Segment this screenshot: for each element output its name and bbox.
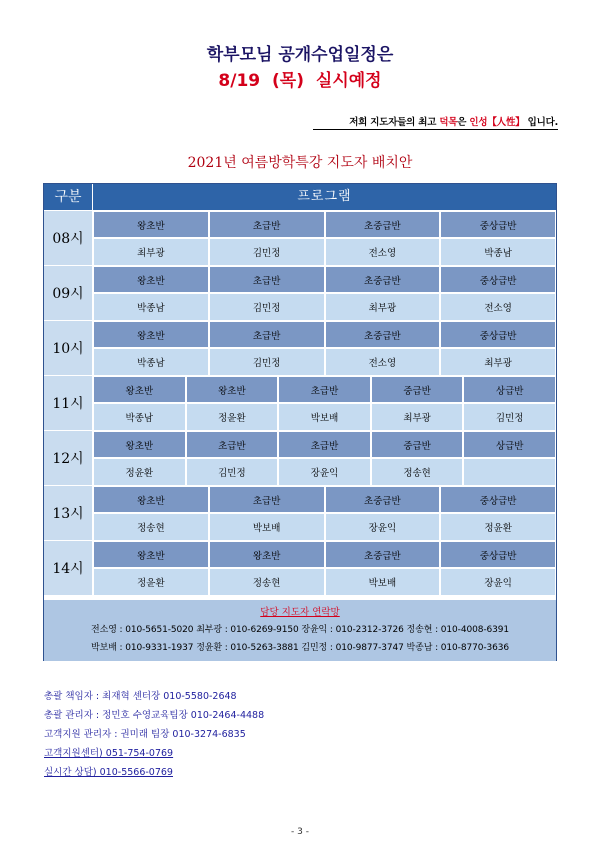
teacher-cell: 박보배 (209, 513, 325, 541)
footer-administrator: 총괄 관리자 : 정민호 수영교육팀장 010-2464-4488 (44, 710, 265, 721)
footer-live-consult[interactable]: 실시간 상담) 010-5566-0769 (44, 767, 173, 778)
teacher-cell: 박종남 (93, 403, 186, 431)
teacher-cell: 김민정 (209, 348, 325, 376)
teacher-cell: 최부광 (371, 403, 464, 431)
teacher-cell: 박종남 (440, 238, 556, 266)
teacher-cell: 김민정 (209, 293, 325, 321)
teacher-cell: 전소영 (440, 293, 556, 321)
schedule-subtitle: 2021년 여름방학특강 지도자 배치안 (187, 155, 413, 171)
class-cell: 초중급반 (325, 211, 441, 238)
class-cell: 초중급반 (325, 266, 441, 293)
table-header (44, 184, 556, 210)
schedule-table (43, 183, 557, 661)
contact-line-1: 전소영 : 010-5651-5020 최부광 : 010-6269-9150 장윤익 : 010-2312-3726 정송현 : 010-4008-6391 (91, 625, 509, 635)
teacher-cell: 박종남 (93, 348, 209, 376)
class-cell: 왕초반 (93, 541, 209, 568)
header-program: 프로그램 (297, 189, 352, 204)
teacher-cell: 정송현 (371, 458, 464, 486)
header-category: 구분 (54, 189, 82, 205)
class-cell: 중상급반 (440, 211, 556, 238)
teacher-cell: 장윤익 (325, 513, 441, 541)
hour-label: 12시 (44, 431, 92, 486)
class-cell: 왕초반 (93, 211, 209, 238)
teacher-cell: 최부광 (325, 293, 441, 321)
class-cell: 상급반 (463, 431, 556, 458)
hour-label: 09시 (44, 266, 92, 321)
class-cell: 중상급반 (440, 266, 556, 293)
class-cell: 상급반 (463, 376, 556, 403)
class-cell: 초급반 (209, 321, 325, 348)
motto-before: 저희 지도자들의 최고 (349, 117, 440, 128)
teacher-cell: 전소영 (325, 348, 441, 376)
teacher-cell: 정윤환 (186, 403, 279, 431)
class-cell: 중상급반 (440, 321, 556, 348)
class-cell: 초급반 (209, 486, 325, 513)
contact-box (44, 599, 556, 661)
teacher-cell: 장윤익 (278, 458, 371, 486)
class-cell: 중급반 (371, 376, 464, 403)
teacher-cell: 김민정 (186, 458, 279, 486)
footer-support-center[interactable]: 고객지원센터) 051-754-0769 (44, 748, 174, 759)
teacher-cell: 최부광 (93, 238, 209, 266)
teacher-cell: 박보배 (278, 403, 371, 431)
teacher-cell: 최부광 (440, 348, 556, 376)
class-cell: 초중급반 (325, 321, 441, 348)
teacher-cell: 정윤환 (93, 458, 186, 486)
hour-label: 08시 (44, 211, 92, 266)
motto-text (349, 114, 558, 128)
hour-label: 13시 (44, 486, 92, 541)
class-cell: 중상급반 (440, 541, 556, 568)
class-cell: 초급반 (186, 431, 279, 458)
hour-label: 11시 (44, 376, 92, 431)
class-cell: 왕초반 (186, 376, 279, 403)
teacher-cell: 정송현 (93, 513, 209, 541)
teacher-cell: 김민정 (209, 238, 325, 266)
class-cell: 초급반 (278, 376, 371, 403)
class-cell: 초중급반 (325, 541, 441, 568)
notice-title-line2: 8/19 (목) 실시예정 (218, 71, 382, 91)
motto-highlight-character: 인성【人性】 (469, 117, 525, 128)
hour-label: 10시 (44, 321, 92, 376)
footer-general-manager: 총괄 책임자 : 최재혁 센터장 010-5580-2648 (44, 691, 237, 702)
motto-after: 입니다. (527, 117, 558, 128)
teacher-cell: 정윤환 (440, 513, 556, 541)
contact-title: 담당 지도자 연락망 (260, 607, 340, 618)
footer-customer-manager: 고객지원 관리자 : 권미래 팀장 010-3274-6835 (44, 729, 246, 740)
teacher-cell: 전소영 (325, 238, 441, 266)
teacher-cell: 장윤익 (440, 568, 556, 596)
hour-label: 14시 (44, 541, 92, 596)
notice-title-line1: 학부모님 공개수업일정은 (206, 45, 394, 65)
teacher-cell: 정윤환 (93, 568, 209, 596)
class-cell: 초중급반 (325, 486, 441, 513)
class-cell: 중급반 (371, 431, 464, 458)
page-number: - 3 - (291, 827, 309, 837)
motto-underline (313, 129, 558, 130)
class-cell: 초급반 (278, 431, 371, 458)
class-cell: 중상급반 (440, 486, 556, 513)
class-cell: 초급반 (209, 211, 325, 238)
class-cell: 왕초반 (209, 541, 325, 568)
teacher-cell: 박보배 (325, 568, 441, 596)
class-cell: 왕초반 (93, 431, 186, 458)
class-cell: 왕초반 (93, 486, 209, 513)
motto-highlight-virtue: 덕목 (439, 117, 458, 128)
motto-mid: 은 (457, 117, 470, 128)
class-cell: 왕초반 (93, 266, 209, 293)
teacher-cell: 김민정 (463, 403, 556, 431)
class-cell: 왕초반 (93, 376, 186, 403)
contact-line-2: 박보배 : 010-9331-1937 정윤환 : 010-5263-3881 김민정 : 010-9877-3747 박종남 : 010-8770-3636 (91, 643, 509, 653)
teacher-cell: 정송현 (209, 568, 325, 596)
class-cell: 초급반 (209, 266, 325, 293)
teacher-cell: 박종남 (93, 293, 209, 321)
teacher-cell (463, 458, 556, 486)
class-cell: 왕초반 (93, 321, 209, 348)
